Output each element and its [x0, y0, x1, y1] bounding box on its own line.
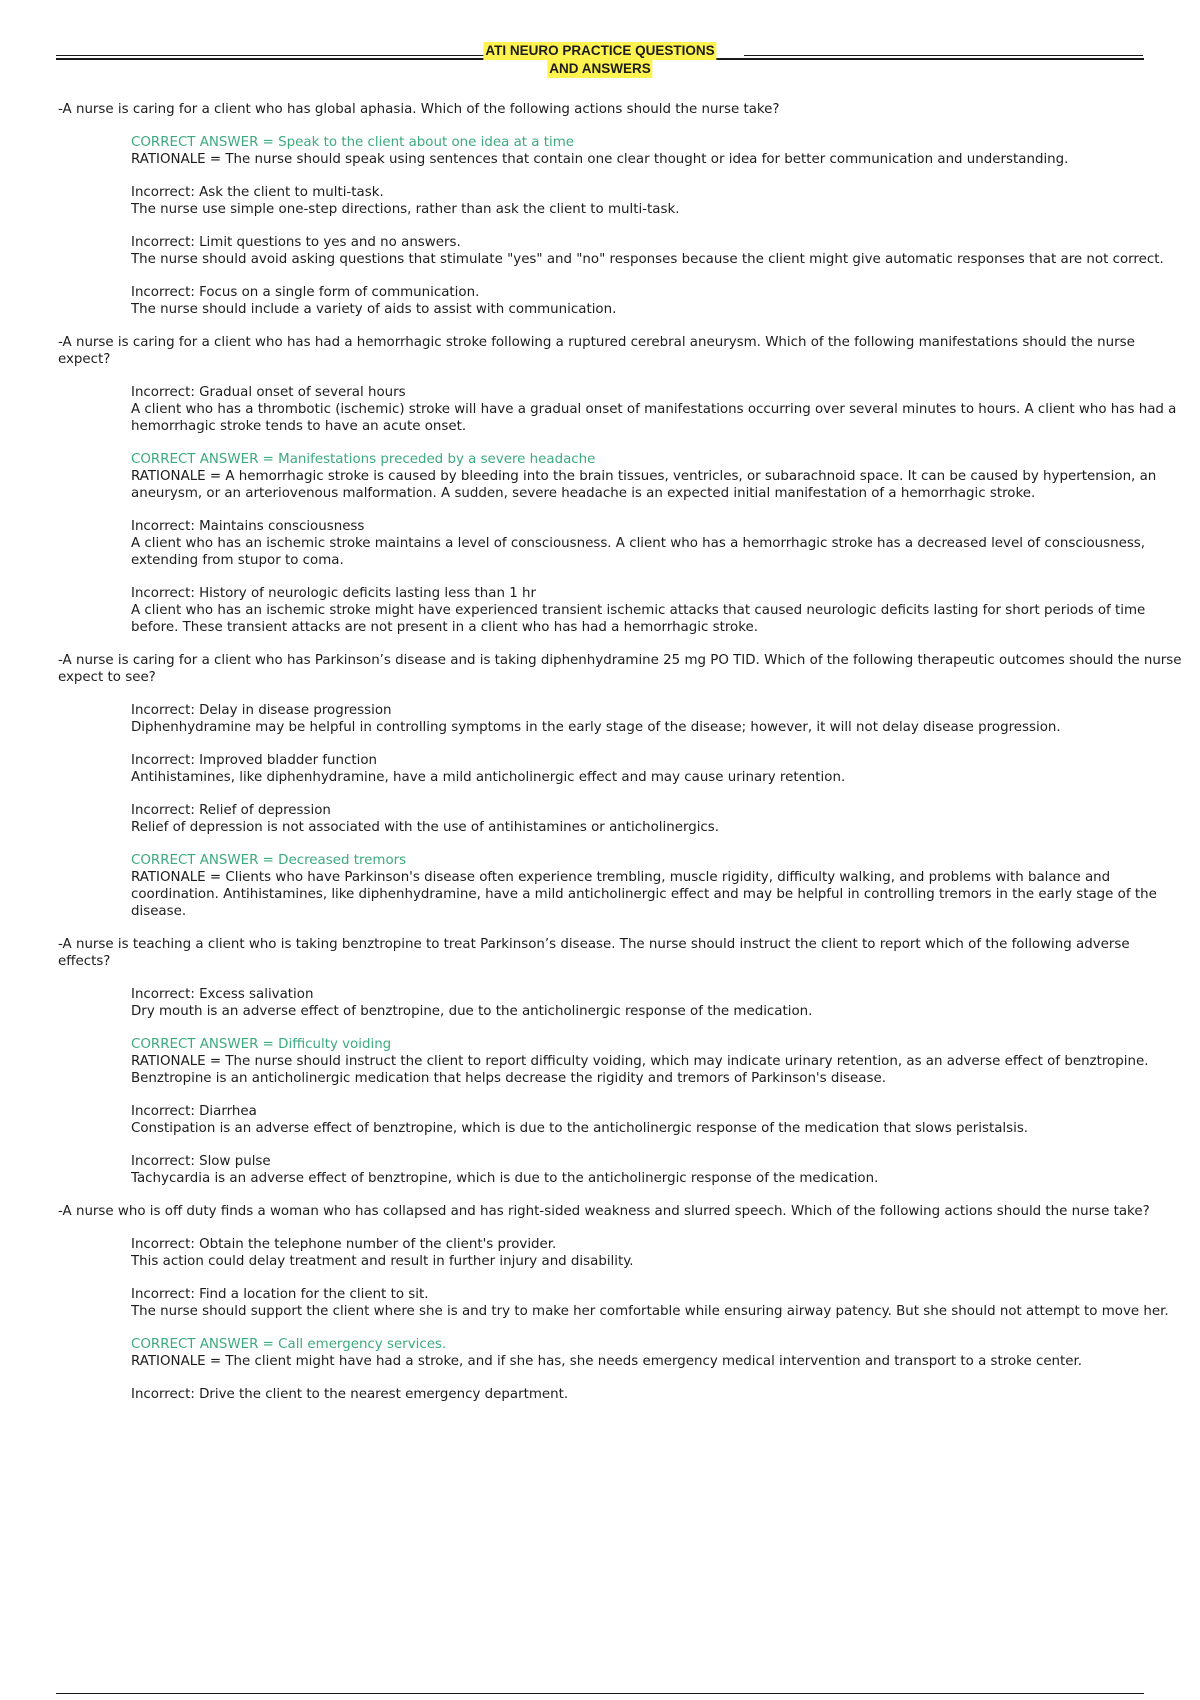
question-block	[58, 936, 1186, 1187]
rationale-text: RATIONALE = A hemorrhagic stroke is caused by bleeding into the brain tissues, ventricles, or subarachnoid space. It can be caused by hypertension, an aneurysm, or an arteriovenous malformation. A sudden, severe headache is an expected initial manifestation of a hemorrhagic stroke.	[131, 469, 1157, 501]
qa-content	[58, 101, 1186, 1419]
correct-answer-label: CORRECT ANSWER = Decreased tremors	[131, 853, 407, 868]
answer-options	[131, 1236, 1186, 1403]
incorrect-answer-label: Incorrect: Relief of depression	[131, 803, 331, 818]
title-line-2: AND ANSWERS	[549, 61, 651, 76]
question-block	[58, 652, 1186, 920]
incorrect-answer-label: Incorrect: Improved bladder function	[131, 753, 378, 768]
answer-option	[131, 384, 1186, 435]
incorrect-answer-label: Incorrect: Drive the client to the nearest emergency department.	[131, 1387, 569, 1402]
title-line-1: ATI NEURO PRACTICE QUESTIONS	[485, 43, 715, 58]
answer-option	[131, 852, 1186, 920]
incorrect-answer-label: Incorrect: Excess salivation	[131, 987, 314, 1002]
answer-options	[131, 702, 1186, 920]
answer-option	[131, 284, 1186, 318]
correct-answer-label: CORRECT ANSWER = Speak to the client about one idea at a time	[131, 135, 574, 150]
rationale-text: RATIONALE = Clients who have Parkinson's disease often experience trembling, muscle rigidity, difficulty walking, and problems with balance and coordination. Antihistamines, like diphenhydramine, have a mild anticholinergic effect and may be helpful in controlling tremors in the early stage of the disease.	[131, 870, 1157, 919]
explanation-text: The nurse should support the client where she is and try to make her comfortable while ensuring airway patency. But she should not attempt to move her.	[131, 1304, 1169, 1319]
answer-option	[131, 451, 1186, 502]
answer-option	[131, 752, 1186, 786]
answer-option	[131, 1153, 1186, 1187]
incorrect-answer-label: Incorrect: Diarrhea	[131, 1104, 257, 1119]
correct-answer-label: CORRECT ANSWER = Difficulty voiding	[131, 1037, 392, 1052]
question-block	[58, 1203, 1186, 1403]
answer-option	[131, 1236, 1186, 1270]
explanation-text: This action could delay treatment and result in further injury and disability.	[131, 1254, 634, 1269]
footer-rule	[56, 1693, 1144, 1694]
explanation-text: The nurse should avoid asking questions that stimulate "yes" and "no" responses because the client might give automatic responses that are not correct.	[131, 252, 1164, 267]
header-rule-upper-right	[744, 55, 1143, 56]
question-stem: -A nurse is teaching a client who is taking benztropine to treat Parkinson’s disease. The nurse should instruct the client to report which of the following adverse effects?	[58, 937, 1130, 969]
answer-option	[131, 702, 1186, 736]
explanation-text: The nurse should include a variety of aids to assist with communication.	[131, 302, 617, 317]
incorrect-answer-label: Incorrect: Focus on a single form of communication.	[131, 285, 480, 300]
answer-option	[131, 986, 1186, 1020]
answer-option	[131, 1036, 1186, 1087]
incorrect-answer-label: Incorrect: Slow pulse	[131, 1154, 271, 1169]
explanation-text: A client who has an ischemic stroke maintains a level of consciousness. A client who has a hemorrhagic stroke has a decreased level of consciousness, extending from stupor to coma.	[131, 536, 1146, 568]
answer-option	[131, 518, 1186, 569]
explanation-text: A client who has a thrombotic (ischemic) stroke will have a gradual onset of manifestations occurring over several minutes to hours. A client who has had a hemorrhagic stroke tends to have an acute onset.	[131, 402, 1177, 434]
explanation-text: Relief of depression is not associated with the use of antihistamines or anticholinergics.	[131, 820, 720, 835]
incorrect-answer-label: Incorrect: Delay in disease progression	[131, 703, 392, 718]
question-stem: -A nurse is caring for a client who has had a hemorrhagic stroke following a ruptured cerebral aneurysm. Which of the following manifestations should the nurse expect?	[58, 335, 1135, 367]
incorrect-answer-label: Incorrect: Find a location for the client to sit.	[131, 1287, 429, 1302]
incorrect-answer-label: Incorrect: History of neurologic deficits lasting less than 1 hr	[131, 586, 536, 601]
header-rule-upper	[56, 55, 497, 56]
answer-option	[131, 184, 1186, 218]
answer-option	[131, 1103, 1186, 1137]
answer-option	[131, 585, 1186, 636]
question-block	[58, 101, 1186, 318]
incorrect-answer-label: Incorrect: Gradual onset of several hours	[131, 385, 406, 400]
correct-answer-label: CORRECT ANSWER = Call emergency services.	[131, 1337, 447, 1352]
question-stem: -A nurse is caring for a client who has Parkinson’s disease and is taking diphenhydramine 25 mg PO TID. Which of the following therapeutic outcomes should the nurse expect to see?	[58, 653, 1182, 685]
correct-answer-label: CORRECT ANSWER = Manifestations preceded by a severe headache	[131, 452, 596, 467]
explanation-text: Dry mouth is an adverse effect of benztropine, due to the anticholinergic response of the medication.	[131, 1004, 813, 1019]
incorrect-answer-label: Incorrect: Ask the client to multi-task.	[131, 185, 384, 200]
incorrect-answer-label: Incorrect: Obtain the telephone number of the client's provider.	[131, 1237, 557, 1252]
explanation-text: Diphenhydramine may be helpful in controlling symptoms in the early stage of the disease; however, it will not delay disease progression.	[131, 720, 1061, 735]
rationale-text: RATIONALE = The nurse should instruct the client to report difficulty voiding, which may indicate urinary retention, as an adverse effect of benztropine. Benztropine is an anticholinergic medication that helps decrease the rigidity and tremors of Parkinson's disease.	[131, 1054, 1149, 1086]
answer-option	[131, 1336, 1186, 1370]
answer-option	[131, 234, 1186, 268]
explanation-text: Antihistamines, like diphenhydramine, have a mild anticholinergic effect and may cause urinary retention.	[131, 770, 846, 785]
answer-option	[131, 1286, 1186, 1320]
rationale-text: RATIONALE = The client might have had a stroke, and if she has, she needs emergency medical intervention and transport to a stroke center.	[131, 1354, 1083, 1369]
document-title	[483, 42, 716, 78]
answer-options	[131, 134, 1186, 318]
answer-option	[131, 1386, 1186, 1403]
explanation-text: Tachycardia is an adverse effect of benztropine, which is due to the anticholinergic response of the medication.	[131, 1171, 879, 1186]
incorrect-answer-label: Incorrect: Limit questions to yes and no answers.	[131, 235, 461, 250]
answer-option	[131, 134, 1186, 168]
document-header	[56, 38, 1144, 78]
explanation-text: Constipation is an adverse effect of benztropine, which is due to the anticholinergic response of the medication that slows peristalsis.	[131, 1121, 1029, 1136]
explanation-text: The nurse use simple one-step directions, rather than ask the client to multi-task.	[131, 202, 680, 217]
answer-options	[131, 384, 1186, 636]
question-stem: -A nurse who is off duty finds a woman who has collapsed and has right-sided weakness and slurred speech. Which of the following actions should the nurse take?	[58, 1204, 1150, 1219]
answer-option	[131, 802, 1186, 836]
rationale-text: RATIONALE = The nurse should speak using sentences that contain one clear thought or idea for better communication and understanding.	[131, 152, 1069, 167]
incorrect-answer-label: Incorrect: Maintains consciousness	[131, 519, 365, 534]
answer-options	[131, 986, 1186, 1187]
question-block	[58, 334, 1186, 636]
explanation-text: A client who has an ischemic stroke might have experienced transient ischemic attacks that caused neurologic deficits lasting for short periods of time before. These transient attacks are not present in a client who has had a hemorrhagic stroke.	[131, 603, 1146, 635]
question-stem: -A nurse is caring for a client who has global aphasia. Which of the following actions should the nurse take?	[58, 102, 780, 117]
